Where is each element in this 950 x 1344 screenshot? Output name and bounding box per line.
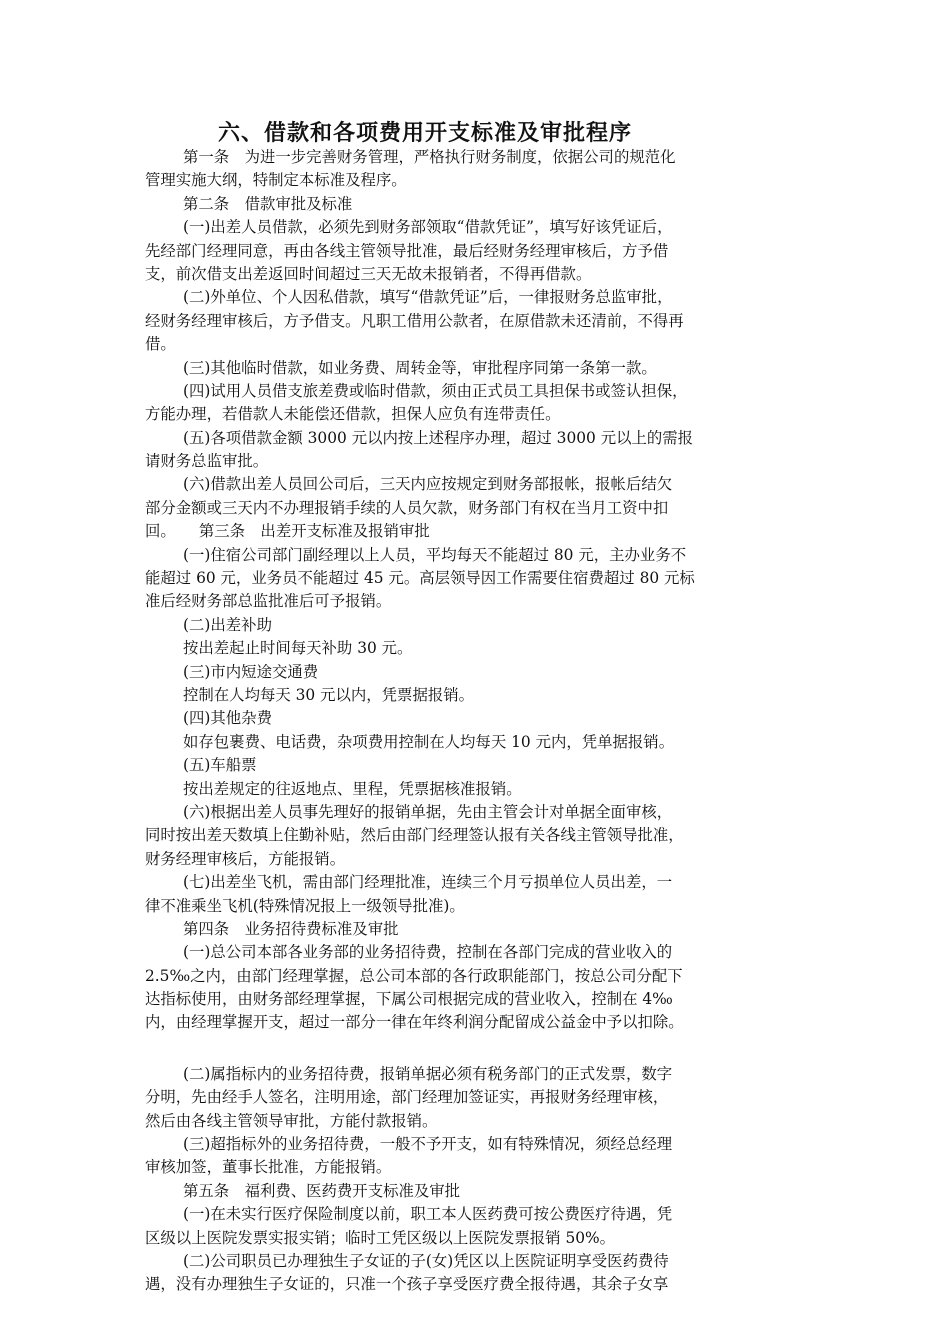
text-line: 方能办理，若借款人未能偿还借款，担保人应负有连带责任。 xyxy=(145,405,561,424)
text-line: 按出差规定的往返地点、里程，凭票据核准报销。 xyxy=(183,779,522,798)
text-line: (三)超指标外的业务招待费，一般不予开支，如有特殊情况，须经总经理 xyxy=(183,1135,673,1154)
text-line: 如存包裹费、电话费，杂项费用控制在人均每天 10 元内，凭单据报销。 xyxy=(183,732,675,751)
text-line: (一)出差人员借款，必须先到财务部领取“借款凭证”，填写好该凭证后， xyxy=(183,218,673,237)
paragraph-gap xyxy=(145,1035,809,1063)
text-line: 区级以上医院发票实报实销；临时工凭区级以上医院发票报销 50%。 xyxy=(145,1228,616,1247)
text-line: 管理实施大纲，特制定本标准及程序。 xyxy=(145,171,407,190)
text-line: 第四条 业务招待费标准及审批 xyxy=(183,919,399,938)
text-line: 支，前次借支出差返回时间超过三天无故未报销者，不得再借款。 xyxy=(145,264,592,283)
text-line: 第一条 为进一步完善财务管理，严格执行财务制度，依据公司的规范化 xyxy=(183,148,676,166)
text-line: 先经部门经理同意，再由各线主管领导批准，最后经财务经理审核后，方予借 xyxy=(145,241,669,260)
text-line: (三)市内短途交通费 xyxy=(183,662,319,681)
text-line: (四)试用人员借支旅差费或临时借款，须由正式员工具担保书或签认担保， xyxy=(183,381,688,400)
text-line: (一)住宿公司部门副经理以上人员，平均每天不能超过 80 元，主办业务不 xyxy=(183,545,687,564)
text-line: (二)出差补助 xyxy=(183,615,272,634)
text-line: 同时按出差天数填上住勤补贴，然后由部门经理签认报有关各线主管领导批准， xyxy=(145,826,684,845)
text-line: 请财务总监审批。 xyxy=(145,452,269,471)
text-line: 审核加签，董事长批准，方能报销。 xyxy=(145,1158,392,1177)
text-line: 财务经理审核后，方能报销。 xyxy=(145,849,346,868)
text-line: (四)其他杂费 xyxy=(183,709,272,728)
text-line: 律不准乘坐飞机(特殊情况报上一级领导批准)。 xyxy=(145,896,465,915)
text-line: 分明，先由经手人签名，注明用途，部门经理加签证实，再报财务经理审核， xyxy=(145,1088,669,1107)
text-line: 遇，没有办理独生子女证的，只准一个孩子享受医疗费全报待遇，其余子女享 xyxy=(145,1275,669,1294)
text-line: 内，由经理掌握开支，超过一部分一律在年终利润分配留成公益金中予以扣除。 xyxy=(145,1013,684,1032)
text-line: 按出差起止时间每天补助 30 元。 xyxy=(183,639,413,658)
text-line: (二)公司职员已办理独生子女证的子(女)凭区以上医院证明享受医药费待 xyxy=(183,1251,669,1270)
text-line: 达指标使用，由财务部经理掌握，下属公司根据完成的营业收入，控制在 4‰ xyxy=(145,990,673,1009)
text-line: (一)在未实行医疗保险制度以前，职工本人医药费可按公费医疗待遇，凭 xyxy=(183,1205,673,1224)
text-line: (七)出差坐飞机，需由部门经理批准，连续三个月亏损单位人员出差，一 xyxy=(183,873,673,892)
text-line: (二)属指标内的业务招待费，报销单据必须有税务部门的正式发票，数字 xyxy=(183,1064,673,1083)
text-line: (三)其他临时借款，如业务费、周转金等，审批程序同第一条第一款。 xyxy=(183,358,657,377)
text-line: 能超过 60 元，业务员不能超过 45 元。高层领导因工作需要住宿费超过 80 元标 xyxy=(145,569,695,588)
text-line: 经财务经理审核后，方予借支。凡职工借用公款者，在原借款未还清前，不得再 xyxy=(145,311,684,330)
text-line: (六)根据出差人员事先理好的报销单据，先由主管会计对单据全面审核， xyxy=(183,802,673,821)
text-line: 控制在人均每天 30 元以内，凭票据报销。 xyxy=(183,685,475,704)
text-line: (二)外单位、个人因私借款，填写“借款凭证”后，一律报财务总监审批， xyxy=(183,288,673,307)
text-line: (五)各项借款金额 3000 元以内按上述程序办理，超过 3000 元以上的需报 xyxy=(183,428,694,447)
text-line: (一)总公司本部各业务部的业务招待费，控制在各部门完成的营业收入的 xyxy=(183,943,673,962)
text-line: 部分金额或三天内不办理报销手续的人员欠款，财务部门有权在当月工资中扣 xyxy=(145,498,669,517)
text-line: 准后经财务部总监批准后可予报销。 xyxy=(145,592,392,611)
text-line: 然后由各线主管领导审批，方能付款报销。 xyxy=(145,1111,438,1130)
page-title: 六、借款和各项费用开支标准及审批程序 xyxy=(218,121,633,146)
text-line: (五)车船票 xyxy=(183,756,257,775)
text-line: 回。 第三条 出差开支标准及报销审批 xyxy=(145,522,430,541)
text-line: 第五条 福利费、医药费开支标准及审批 xyxy=(183,1181,461,1200)
text-line: 第二条 借款审批及标准 xyxy=(183,194,353,213)
document-body xyxy=(145,146,809,1297)
text-line: 2.5‰之内，由部门经理掌握，总公司本部的各行政职能部门，按总公司分配下 xyxy=(145,966,683,985)
text-line: (六)借款出差人员回公司后，三天内应按规定到财务部报帐，报帐后结欠 xyxy=(183,475,673,494)
text-line: 借。 xyxy=(145,335,176,354)
